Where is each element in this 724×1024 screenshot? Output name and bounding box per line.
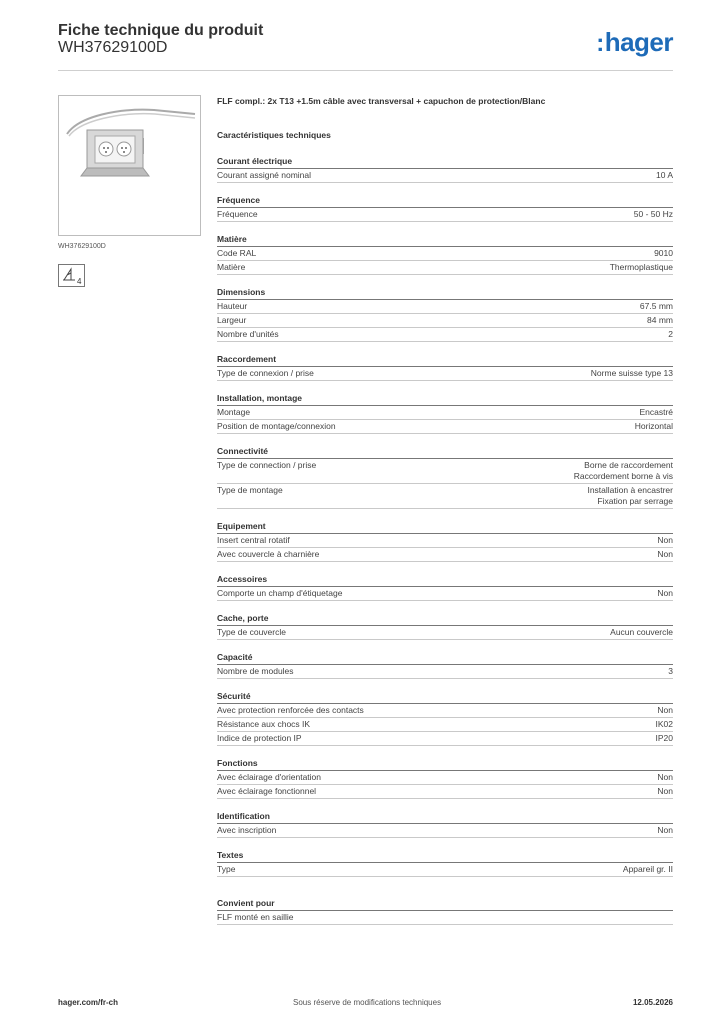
packaging-unit-icon [58, 264, 85, 287]
spec-label: Hauteur [217, 301, 248, 311]
spec-row [217, 863, 673, 877]
section-title: Raccordement [217, 353, 673, 367]
spec-label: Nombre d'unités [217, 329, 279, 339]
spec-row [217, 785, 673, 799]
spec-value: Non [657, 705, 673, 715]
spec-row [217, 300, 673, 314]
spec-value: 9010 [654, 248, 673, 258]
spec-sections [217, 155, 673, 925]
spec-label: Insert central rotatif [217, 535, 290, 545]
section-title: Accessoires [217, 573, 673, 587]
spec-label: Comporte un champ d'étiquetage [217, 588, 343, 598]
spec-row [217, 824, 673, 838]
spec-label: Indice de protection IP [217, 733, 302, 743]
spec-row [217, 208, 673, 222]
spec-section [217, 757, 673, 799]
spec-label: Courant assigné nominal [217, 170, 312, 180]
spec-label: Code RAL [217, 248, 257, 258]
spec-value: 10 A [655, 170, 673, 180]
spec-label: Avec éclairage fonctionnel [217, 786, 317, 796]
spec-row [217, 665, 673, 679]
spec-row [217, 718, 673, 732]
spec-label: Avec protection renforcée des contacts [217, 705, 364, 715]
page-header [58, 22, 673, 71]
product-reference: WH37629100D [58, 39, 168, 56]
spec-label: Matière [217, 262, 246, 272]
spec-section [217, 155, 673, 183]
spec-section [217, 810, 673, 838]
spec-label: FLF monté en saillie [217, 912, 294, 922]
spec-section [217, 286, 673, 342]
logo-colon: : [596, 30, 604, 57]
spec-section [217, 194, 673, 222]
section-title: Fonctions [217, 757, 673, 771]
spec-row [217, 247, 673, 261]
logo-text: hager [604, 27, 673, 57]
spec-row [217, 406, 673, 420]
spec-label: Avec éclairage d'orientation [217, 772, 322, 782]
spec-label: Type [217, 864, 236, 874]
spec-label: Nombre de modules [217, 666, 294, 676]
spec-row [217, 626, 673, 640]
footer-disclaimer: Sous réserve de modifications techniques [293, 998, 442, 1007]
spec-value: Horizontal [634, 421, 673, 431]
spec-section [217, 897, 673, 925]
spec-value: Non [657, 535, 673, 545]
spec-label: Montage [217, 407, 251, 417]
spec-label: Avec couvercle à charnière [217, 549, 320, 559]
image-caption: WH37629100D [58, 243, 106, 250]
spec-section [217, 690, 673, 746]
spec-section [217, 520, 673, 562]
spec-row [217, 314, 673, 328]
section-title: Textes [217, 849, 673, 863]
hager-logo [596, 27, 673, 58]
spec-value: Non [657, 549, 673, 559]
section-title: Courant électrique [217, 155, 673, 169]
spec-row [217, 328, 673, 342]
spec-section [217, 612, 673, 640]
section-title: Dimensions [217, 286, 673, 300]
spec-row [217, 704, 673, 718]
footer-date: 12.05.2026 [632, 998, 673, 1007]
spec-row [217, 420, 673, 434]
spec-row [217, 732, 673, 746]
spec-value: Non [657, 825, 673, 835]
spec-value: 2 [668, 329, 673, 339]
spec-section [217, 445, 673, 509]
spec-value: 67.5 mm [639, 301, 673, 311]
section-title: Matière [217, 233, 673, 247]
spec-row [217, 484, 673, 509]
spec-value: Encastré [639, 407, 673, 417]
spec-section [217, 849, 673, 877]
spec-label: Largeur [217, 315, 247, 325]
spec-label: Type de connection / prise [217, 460, 317, 470]
section-title: Fréquence [217, 194, 673, 208]
spec-section [217, 392, 673, 434]
spec-row [217, 911, 673, 925]
spec-value: Norme suisse type 13 [590, 368, 673, 378]
spec-row [217, 534, 673, 548]
spec-row [217, 459, 673, 484]
spec-value: IP20 [655, 733, 673, 743]
spec-row [217, 367, 673, 381]
footer-website: hager.com/fr-ch [58, 998, 119, 1007]
spec-label: Type de couvercle [217, 627, 286, 637]
spec-value: Thermoplastique [609, 262, 673, 272]
section-title: Equipement [217, 520, 673, 534]
product-image [58, 95, 201, 236]
section-title: Convient pour [217, 897, 673, 911]
spec-label: Résistance aux chocs IK [217, 719, 311, 729]
spec-row [217, 261, 673, 275]
spec-heading: Caractéristiques techniques [217, 130, 331, 140]
spec-label: Avec inscription [217, 825, 277, 835]
spec-content [217, 96, 673, 925]
spec-value: Appareil gr. II [622, 864, 673, 874]
document-title: Fiche technique du produit [58, 22, 264, 39]
spec-label: Position de montage/connexion [217, 421, 336, 431]
spec-row [217, 587, 673, 601]
spec-label: Type de connexion / prise [217, 368, 314, 378]
spec-value: Installation à encastrer Fixation par serrage [587, 485, 673, 506]
spec-value: Non [657, 588, 673, 598]
spec-value: Aucun couvercle [610, 627, 673, 637]
spec-value: IK02 [655, 719, 673, 729]
spec-value: Non [657, 786, 673, 796]
socket-illustration [59, 96, 200, 235]
spec-value: 50 - 50 Hz [633, 209, 673, 219]
spec-value: 84 mm [647, 315, 673, 325]
spec-value: 3 [668, 666, 673, 676]
section-title: Cache, porte [217, 612, 673, 626]
section-title: Connectivité [217, 445, 673, 459]
section-title: Identification [217, 810, 673, 824]
section-title: Sécurité [217, 690, 673, 704]
spec-row [217, 169, 673, 183]
spec-label: Fréquence [217, 209, 258, 219]
section-title: Capacité [217, 651, 673, 665]
section-title: Installation, montage [217, 392, 673, 406]
spec-section [217, 233, 673, 275]
spec-section [217, 573, 673, 601]
spec-row [217, 548, 673, 562]
spec-value: Borne de raccordement Raccordement borne à vis [573, 460, 673, 481]
spec-label: Type de montage [217, 485, 283, 495]
product-description: FLF compl.: 2x T13 +1.5m câble avec transversal + capuchon de protection/Blanc [217, 96, 546, 106]
spec-value: Non [657, 772, 673, 782]
spec-row [217, 771, 673, 785]
spec-section [217, 353, 673, 381]
pack-count: 4 [77, 277, 82, 286]
spec-section [217, 651, 673, 679]
